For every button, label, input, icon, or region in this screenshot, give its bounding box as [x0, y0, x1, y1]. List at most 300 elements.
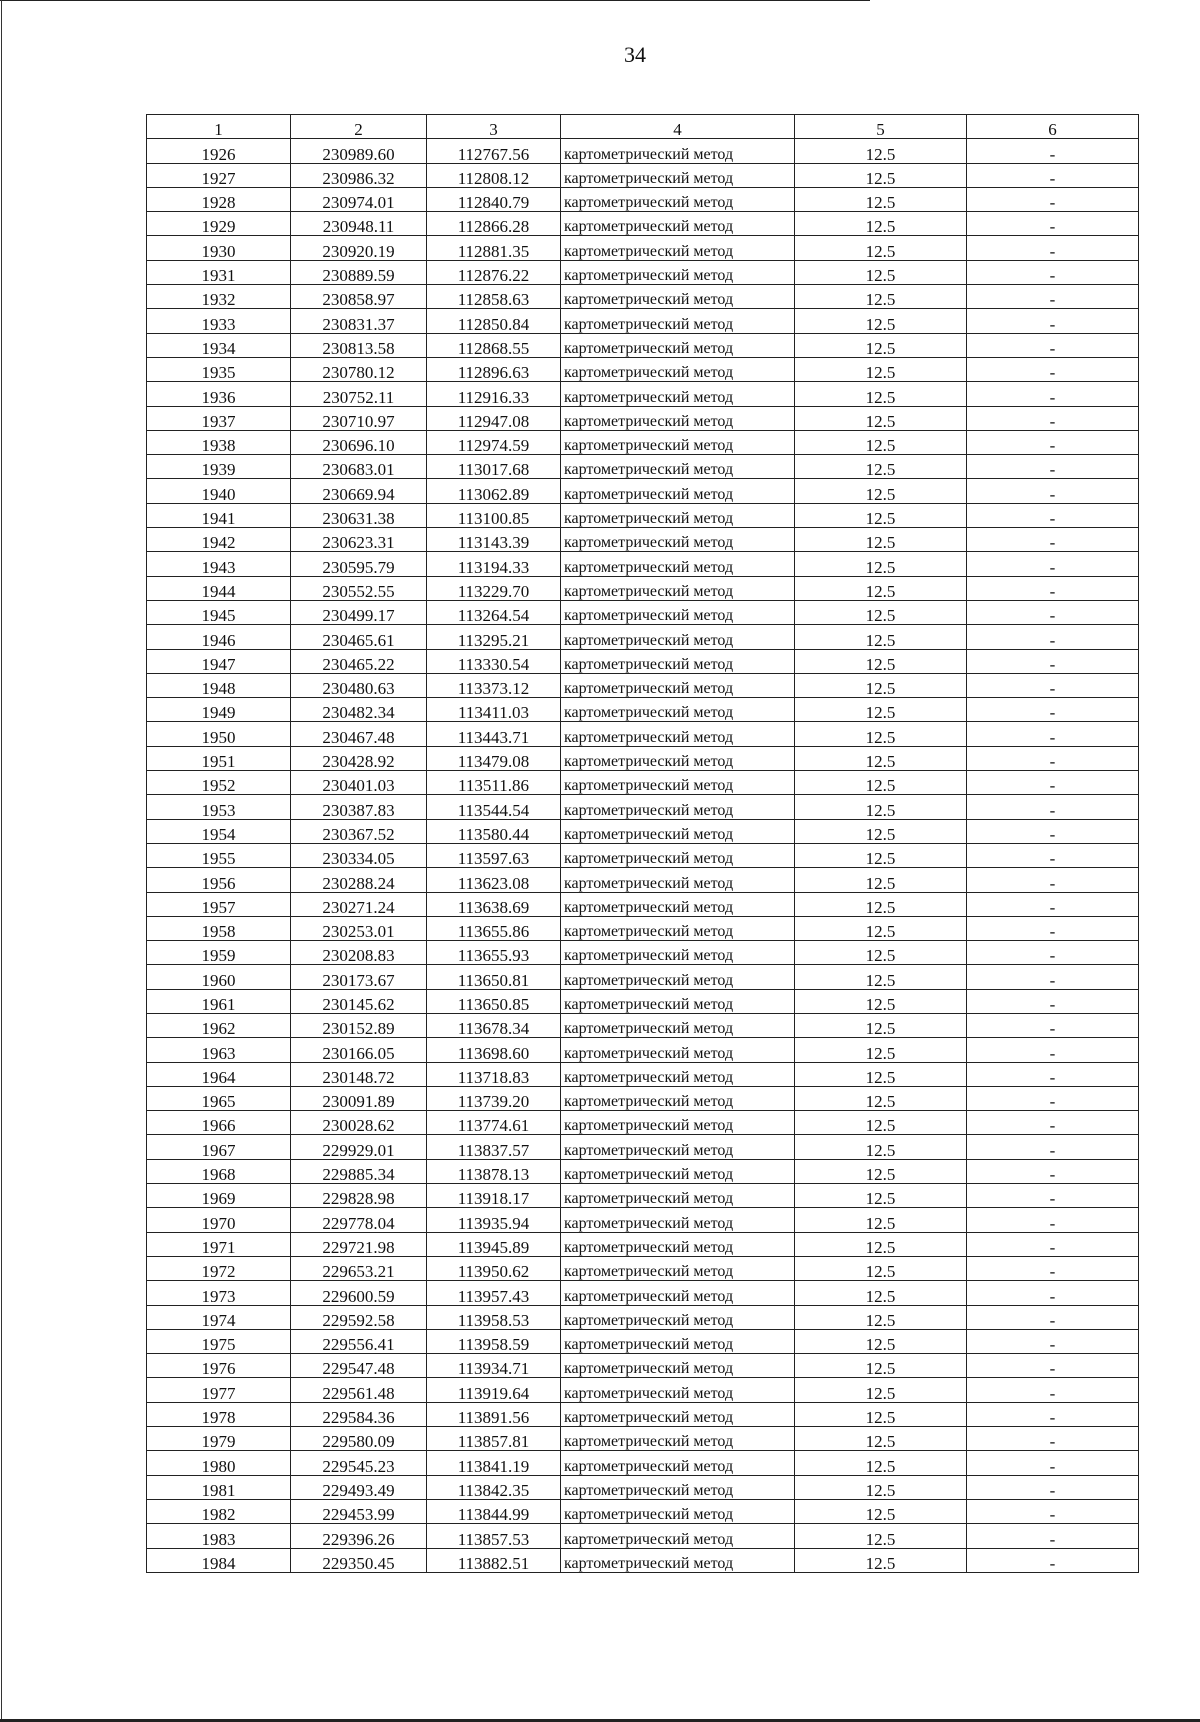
point-number-cell: 1970 — [147, 1208, 291, 1232]
point-number-cell: 1936 — [147, 382, 291, 406]
column-header: 2 — [291, 115, 427, 139]
accuracy-cell: 12.5 — [795, 1548, 967, 1572]
accuracy-cell: 12.5 — [795, 1451, 967, 1475]
method-cell: картометрический метод — [561, 892, 795, 916]
x-coordinate-cell: 230631.38 — [291, 503, 427, 527]
point-number-cell: 1959 — [147, 941, 291, 965]
y-coordinate-cell: 113950.62 — [427, 1256, 561, 1280]
accuracy-cell: 12.5 — [795, 1208, 967, 1232]
note-cell: - — [967, 576, 1139, 600]
point-number-cell: 1935 — [147, 357, 291, 381]
table-row — [147, 843, 1139, 867]
method-cell: картометрический метод — [561, 1402, 795, 1426]
accuracy-cell: 12.5 — [795, 649, 967, 673]
point-number-cell: 1981 — [147, 1475, 291, 1499]
accuracy-cell: 12.5 — [795, 285, 967, 309]
x-coordinate-cell: 229556.41 — [291, 1329, 427, 1353]
note-cell: - — [967, 187, 1139, 211]
point-number-cell: 1939 — [147, 455, 291, 479]
note-cell: - — [967, 1378, 1139, 1402]
note-cell: - — [967, 1354, 1139, 1378]
point-number-cell: 1951 — [147, 746, 291, 770]
y-coordinate-cell: 113143.39 — [427, 528, 561, 552]
method-cell: картометрический метод — [561, 600, 795, 624]
note-cell: - — [967, 1499, 1139, 1523]
note-cell: - — [967, 1208, 1139, 1232]
y-coordinate-cell: 112850.84 — [427, 309, 561, 333]
note-cell: - — [967, 1111, 1139, 1135]
note-cell: - — [967, 1281, 1139, 1305]
point-number-cell: 1946 — [147, 625, 291, 649]
x-coordinate-cell: 229396.26 — [291, 1524, 427, 1548]
x-coordinate-cell: 229778.04 — [291, 1208, 427, 1232]
point-number-cell: 1949 — [147, 698, 291, 722]
accuracy-cell: 12.5 — [795, 455, 967, 479]
accuracy-cell: 12.5 — [795, 795, 967, 819]
accuracy-cell: 12.5 — [795, 1159, 967, 1183]
accuracy-cell: 12.5 — [795, 673, 967, 697]
method-cell: картометрический метод — [561, 139, 795, 163]
point-number-cell: 1948 — [147, 673, 291, 697]
method-cell: картометрический метод — [561, 455, 795, 479]
x-coordinate-cell: 230482.34 — [291, 698, 427, 722]
table-row — [147, 1402, 1139, 1426]
accuracy-cell: 12.5 — [795, 819, 967, 843]
method-cell: картометрический метод — [561, 1305, 795, 1329]
point-number-cell: 1950 — [147, 722, 291, 746]
table-row — [147, 771, 1139, 795]
point-number-cell: 1955 — [147, 843, 291, 867]
x-coordinate-cell: 229828.98 — [291, 1184, 427, 1208]
method-cell: картометрический метод — [561, 212, 795, 236]
method-cell: картометрический метод — [561, 503, 795, 527]
note-cell: - — [967, 1524, 1139, 1548]
x-coordinate-cell: 230986.32 — [291, 163, 427, 187]
method-cell: картометрический метод — [561, 1475, 795, 1499]
y-coordinate-cell: 113945.89 — [427, 1232, 561, 1256]
accuracy-cell: 12.5 — [795, 1329, 967, 1353]
x-coordinate-cell: 230173.67 — [291, 965, 427, 989]
x-coordinate-cell: 230920.19 — [291, 236, 427, 260]
x-coordinate-cell: 230152.89 — [291, 1013, 427, 1037]
note-cell: - — [967, 649, 1139, 673]
note-cell: - — [967, 1256, 1139, 1280]
x-coordinate-cell: 230334.05 — [291, 843, 427, 867]
method-cell: картометрический метод — [561, 528, 795, 552]
y-coordinate-cell: 113919.64 — [427, 1378, 561, 1402]
y-coordinate-cell: 113544.54 — [427, 795, 561, 819]
accuracy-cell: 12.5 — [795, 236, 967, 260]
table-row — [147, 455, 1139, 479]
table-row — [147, 236, 1139, 260]
table-row — [147, 1305, 1139, 1329]
point-number-cell: 1927 — [147, 163, 291, 187]
accuracy-cell: 12.5 — [795, 868, 967, 892]
accuracy-cell: 12.5 — [795, 1378, 967, 1402]
point-number-cell: 1947 — [147, 649, 291, 673]
x-coordinate-cell: 230595.79 — [291, 552, 427, 576]
x-coordinate-cell: 230166.05 — [291, 1038, 427, 1062]
table-row — [147, 1256, 1139, 1280]
note-cell: - — [967, 722, 1139, 746]
table-row — [147, 625, 1139, 649]
table-row — [147, 600, 1139, 624]
x-coordinate-cell: 230889.59 — [291, 260, 427, 284]
x-coordinate-cell: 229600.59 — [291, 1281, 427, 1305]
x-coordinate-cell: 230623.31 — [291, 528, 427, 552]
note-cell: - — [967, 333, 1139, 357]
table-row — [147, 1232, 1139, 1256]
y-coordinate-cell: 113958.53 — [427, 1305, 561, 1329]
x-coordinate-cell: 229547.48 — [291, 1354, 427, 1378]
table-row — [147, 1548, 1139, 1572]
y-coordinate-cell: 113739.20 — [427, 1086, 561, 1110]
point-number-cell: 1954 — [147, 819, 291, 843]
scan-edge-left — [1, 0, 2, 1722]
x-coordinate-cell: 229350.45 — [291, 1548, 427, 1572]
point-number-cell: 1957 — [147, 892, 291, 916]
y-coordinate-cell: 113935.94 — [427, 1208, 561, 1232]
table-row — [147, 722, 1139, 746]
x-coordinate-cell: 230145.62 — [291, 989, 427, 1013]
note-cell: - — [967, 746, 1139, 770]
accuracy-cell: 12.5 — [795, 1305, 967, 1329]
note-cell: - — [967, 1135, 1139, 1159]
table-row — [147, 212, 1139, 236]
point-number-cell: 1968 — [147, 1159, 291, 1183]
method-cell: картометрический метод — [561, 406, 795, 430]
y-coordinate-cell: 113194.33 — [427, 552, 561, 576]
x-coordinate-cell: 230499.17 — [291, 600, 427, 624]
table-row — [147, 868, 1139, 892]
y-coordinate-cell: 113844.99 — [427, 1499, 561, 1523]
table-row — [147, 1062, 1139, 1086]
y-coordinate-cell: 113373.12 — [427, 673, 561, 697]
method-cell: картометрический метод — [561, 771, 795, 795]
y-coordinate-cell: 112808.12 — [427, 163, 561, 187]
y-coordinate-cell: 113957.43 — [427, 1281, 561, 1305]
method-cell: картометрический метод — [561, 916, 795, 940]
table-row — [147, 819, 1139, 843]
point-number-cell: 1938 — [147, 430, 291, 454]
y-coordinate-cell: 113017.68 — [427, 455, 561, 479]
y-coordinate-cell: 113774.61 — [427, 1111, 561, 1135]
point-number-cell: 1944 — [147, 576, 291, 600]
x-coordinate-cell: 229493.49 — [291, 1475, 427, 1499]
table-row — [147, 479, 1139, 503]
table-row — [147, 1354, 1139, 1378]
point-number-cell: 1928 — [147, 187, 291, 211]
x-coordinate-cell: 230710.97 — [291, 406, 427, 430]
accuracy-cell: 12.5 — [795, 260, 967, 284]
point-number-cell: 1984 — [147, 1548, 291, 1572]
x-coordinate-cell: 230028.62 — [291, 1111, 427, 1135]
x-coordinate-cell: 230465.22 — [291, 649, 427, 673]
y-coordinate-cell: 113229.70 — [427, 576, 561, 600]
method-cell: картометрический метод — [561, 722, 795, 746]
accuracy-cell: 12.5 — [795, 552, 967, 576]
x-coordinate-cell: 230288.24 — [291, 868, 427, 892]
y-coordinate-cell: 113882.51 — [427, 1548, 561, 1572]
method-cell: картометрический метод — [561, 1135, 795, 1159]
method-cell: картометрический метод — [561, 941, 795, 965]
table-row — [147, 1208, 1139, 1232]
note-cell: - — [967, 552, 1139, 576]
x-coordinate-cell: 230696.10 — [291, 430, 427, 454]
y-coordinate-cell: 113678.34 — [427, 1013, 561, 1037]
accuracy-cell: 12.5 — [795, 430, 967, 454]
table-row — [147, 941, 1139, 965]
table-row — [147, 187, 1139, 211]
y-coordinate-cell: 113698.60 — [427, 1038, 561, 1062]
x-coordinate-cell: 229545.23 — [291, 1451, 427, 1475]
note-cell: - — [967, 600, 1139, 624]
method-cell: картометрический метод — [561, 795, 795, 819]
table-row — [147, 1159, 1139, 1183]
table-row — [147, 1329, 1139, 1353]
note-cell: - — [967, 430, 1139, 454]
accuracy-cell: 12.5 — [795, 1013, 967, 1037]
point-number-cell: 1942 — [147, 528, 291, 552]
table-row — [147, 1499, 1139, 1523]
accuracy-cell: 12.5 — [795, 1086, 967, 1110]
y-coordinate-cell: 113638.69 — [427, 892, 561, 916]
y-coordinate-cell: 112947.08 — [427, 406, 561, 430]
note-cell: - — [967, 673, 1139, 697]
accuracy-cell: 12.5 — [795, 989, 967, 1013]
method-cell: картометрический метод — [561, 357, 795, 381]
accuracy-cell: 12.5 — [795, 139, 967, 163]
accuracy-cell: 12.5 — [795, 357, 967, 381]
y-coordinate-cell: 113857.53 — [427, 1524, 561, 1548]
point-number-cell: 1965 — [147, 1086, 291, 1110]
method-cell: картометрический метод — [561, 333, 795, 357]
point-number-cell: 1953 — [147, 795, 291, 819]
column-header: 4 — [561, 115, 795, 139]
x-coordinate-cell: 230552.55 — [291, 576, 427, 600]
x-coordinate-cell: 230989.60 — [291, 139, 427, 163]
note-cell: - — [967, 260, 1139, 284]
y-coordinate-cell: 112868.55 — [427, 333, 561, 357]
accuracy-cell: 12.5 — [795, 600, 967, 624]
note-cell: - — [967, 455, 1139, 479]
table-row — [147, 1135, 1139, 1159]
note-cell: - — [967, 1086, 1139, 1110]
point-number-cell: 1932 — [147, 285, 291, 309]
x-coordinate-cell: 230387.83 — [291, 795, 427, 819]
x-coordinate-cell: 230752.11 — [291, 382, 427, 406]
note-cell: - — [967, 285, 1139, 309]
accuracy-cell: 12.5 — [795, 1475, 967, 1499]
x-coordinate-cell: 229584.36 — [291, 1402, 427, 1426]
column-header: 6 — [967, 115, 1139, 139]
y-coordinate-cell: 112876.22 — [427, 260, 561, 284]
note-cell: - — [967, 843, 1139, 867]
table-body — [147, 139, 1139, 1573]
method-cell: картометрический метод — [561, 1184, 795, 1208]
point-number-cell: 1933 — [147, 309, 291, 333]
method-cell: картометрический метод — [561, 698, 795, 722]
accuracy-cell: 12.5 — [795, 479, 967, 503]
point-number-cell: 1974 — [147, 1305, 291, 1329]
point-number-cell: 1943 — [147, 552, 291, 576]
accuracy-cell: 12.5 — [795, 1499, 967, 1523]
accuracy-cell: 12.5 — [795, 503, 967, 527]
accuracy-cell: 12.5 — [795, 746, 967, 770]
point-number-cell: 1969 — [147, 1184, 291, 1208]
method-cell: картометрический метод — [561, 1013, 795, 1037]
y-coordinate-cell: 113958.59 — [427, 1329, 561, 1353]
note-cell: - — [967, 357, 1139, 381]
method-cell: картометрический метод — [561, 625, 795, 649]
note-cell: - — [967, 892, 1139, 916]
table-row — [147, 357, 1139, 381]
point-number-cell: 1967 — [147, 1135, 291, 1159]
accuracy-cell: 12.5 — [795, 406, 967, 430]
y-coordinate-cell: 113891.56 — [427, 1402, 561, 1426]
table-row — [147, 746, 1139, 770]
accuracy-cell: 12.5 — [795, 941, 967, 965]
x-coordinate-cell: 229653.21 — [291, 1256, 427, 1280]
method-cell: картометрический метод — [561, 843, 795, 867]
x-coordinate-cell: 229592.58 — [291, 1305, 427, 1329]
note-cell: - — [967, 1062, 1139, 1086]
x-coordinate-cell: 230253.01 — [291, 916, 427, 940]
point-number-cell: 1963 — [147, 1038, 291, 1062]
point-number-cell: 1937 — [147, 406, 291, 430]
method-cell: картометрический метод — [561, 1451, 795, 1475]
table-row — [147, 260, 1139, 284]
accuracy-cell: 12.5 — [795, 771, 967, 795]
accuracy-cell: 12.5 — [795, 1354, 967, 1378]
x-coordinate-cell: 230858.97 — [291, 285, 427, 309]
accuracy-cell: 12.5 — [795, 1111, 967, 1135]
method-cell: картометрический метод — [561, 1208, 795, 1232]
x-coordinate-cell: 230401.03 — [291, 771, 427, 795]
table-row — [147, 795, 1139, 819]
method-cell: картометрический метод — [561, 382, 795, 406]
method-cell: картометрический метод — [561, 649, 795, 673]
accuracy-cell: 12.5 — [795, 1135, 967, 1159]
point-number-cell: 1958 — [147, 916, 291, 940]
method-cell: картометрический метод — [561, 1524, 795, 1548]
note-cell: - — [967, 236, 1139, 260]
note-cell: - — [967, 1038, 1139, 1062]
note-cell: - — [967, 528, 1139, 552]
point-number-cell: 1964 — [147, 1062, 291, 1086]
y-coordinate-cell: 112858.63 — [427, 285, 561, 309]
table-row — [147, 1038, 1139, 1062]
table-row — [147, 649, 1139, 673]
note-cell: - — [967, 1232, 1139, 1256]
table-row — [147, 528, 1139, 552]
method-cell: картометрический метод — [561, 673, 795, 697]
accuracy-cell: 12.5 — [795, 892, 967, 916]
scan-edge-top — [0, 0, 870, 1]
point-number-cell: 1966 — [147, 1111, 291, 1135]
y-coordinate-cell: 113841.19 — [427, 1451, 561, 1475]
table-row — [147, 139, 1139, 163]
x-coordinate-cell: 229580.09 — [291, 1427, 427, 1451]
method-cell: картометрический метод — [561, 819, 795, 843]
note-cell: - — [967, 965, 1139, 989]
table-row — [147, 1427, 1139, 1451]
table-header-row — [147, 115, 1139, 139]
y-coordinate-cell: 112881.35 — [427, 236, 561, 260]
y-coordinate-cell: 113580.44 — [427, 819, 561, 843]
accuracy-cell: 12.5 — [795, 212, 967, 236]
method-cell: картометрический метод — [561, 479, 795, 503]
table-row — [147, 916, 1139, 940]
y-coordinate-cell: 113837.57 — [427, 1135, 561, 1159]
method-cell: картометрический метод — [561, 1038, 795, 1062]
point-number-cell: 1975 — [147, 1329, 291, 1353]
table-row — [147, 1013, 1139, 1037]
method-cell: картометрический метод — [561, 1378, 795, 1402]
note-cell: - — [967, 382, 1139, 406]
table-row — [147, 285, 1139, 309]
method-cell: картометрический метод — [561, 989, 795, 1013]
x-coordinate-cell: 229561.48 — [291, 1378, 427, 1402]
y-coordinate-cell: 113479.08 — [427, 746, 561, 770]
accuracy-cell: 12.5 — [795, 1038, 967, 1062]
accuracy-cell: 12.5 — [795, 722, 967, 746]
accuracy-cell: 12.5 — [795, 187, 967, 211]
column-header: 3 — [427, 115, 561, 139]
accuracy-cell: 12.5 — [795, 1402, 967, 1426]
note-cell: - — [967, 309, 1139, 333]
table-row — [147, 698, 1139, 722]
y-coordinate-cell: 113650.85 — [427, 989, 561, 1013]
point-number-cell: 1962 — [147, 1013, 291, 1037]
table-row — [147, 1111, 1139, 1135]
y-coordinate-cell: 113655.86 — [427, 916, 561, 940]
column-header: 1 — [147, 115, 291, 139]
note-cell: - — [967, 916, 1139, 940]
table-row — [147, 576, 1139, 600]
x-coordinate-cell: 229721.98 — [291, 1232, 427, 1256]
y-coordinate-cell: 113934.71 — [427, 1354, 561, 1378]
method-cell: картометрический метод — [561, 1281, 795, 1305]
accuracy-cell: 12.5 — [795, 1524, 967, 1548]
x-coordinate-cell: 230683.01 — [291, 455, 427, 479]
point-number-cell: 1983 — [147, 1524, 291, 1548]
table-row — [147, 552, 1139, 576]
y-coordinate-cell: 113857.81 — [427, 1427, 561, 1451]
method-cell: картометрический метод — [561, 1329, 795, 1353]
method-cell: картометрический метод — [561, 1354, 795, 1378]
note-cell: - — [967, 479, 1139, 503]
method-cell: картометрический метод — [561, 430, 795, 454]
note-cell: - — [967, 868, 1139, 892]
y-coordinate-cell: 112866.28 — [427, 212, 561, 236]
y-coordinate-cell: 113062.89 — [427, 479, 561, 503]
accuracy-cell: 12.5 — [795, 309, 967, 333]
point-number-cell: 1931 — [147, 260, 291, 284]
point-number-cell: 1930 — [147, 236, 291, 260]
y-coordinate-cell: 113330.54 — [427, 649, 561, 673]
method-cell: картометрический метод — [561, 1232, 795, 1256]
x-coordinate-cell: 230974.01 — [291, 187, 427, 211]
note-cell: - — [967, 1329, 1139, 1353]
accuracy-cell: 12.5 — [795, 1256, 967, 1280]
point-number-cell: 1941 — [147, 503, 291, 527]
accuracy-cell: 12.5 — [795, 843, 967, 867]
note-cell: - — [967, 625, 1139, 649]
x-coordinate-cell: 230780.12 — [291, 357, 427, 381]
table-row — [147, 1451, 1139, 1475]
table-row — [147, 965, 1139, 989]
